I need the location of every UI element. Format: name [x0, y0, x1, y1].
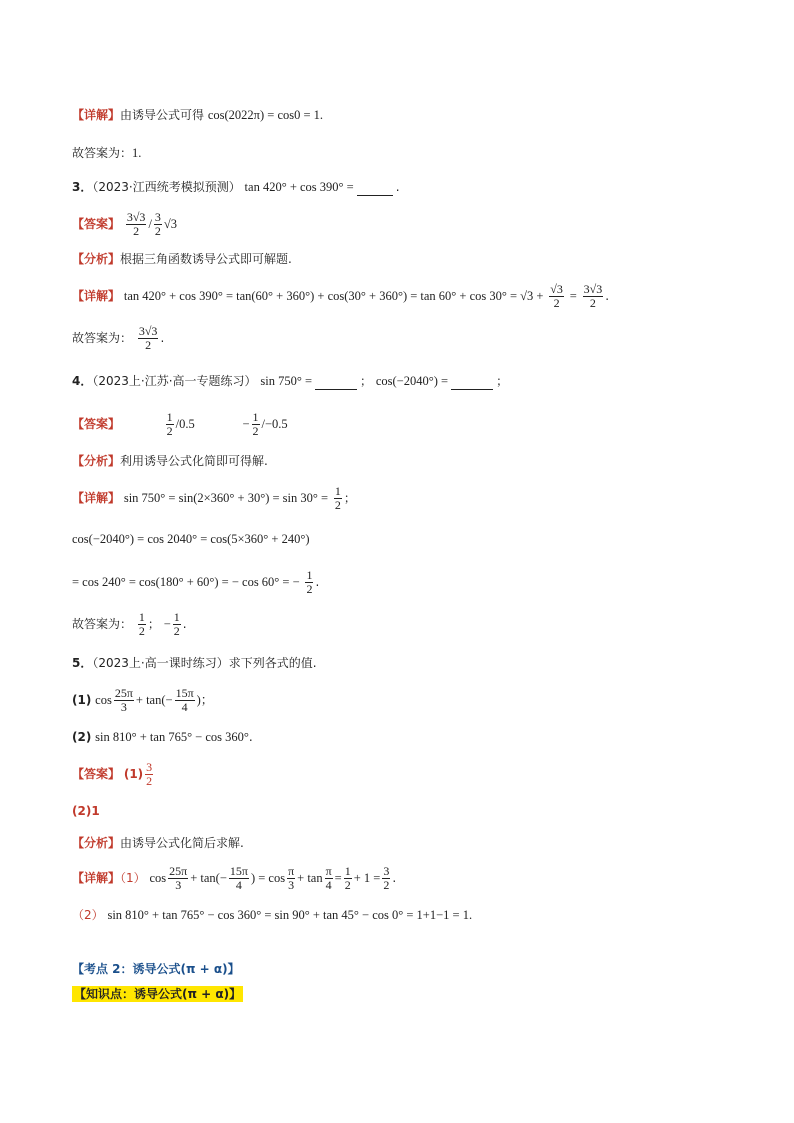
detail-line-1: 【详解】由诱导公式可得 cos(2022π) = cos0 = 1.	[72, 108, 324, 122]
question-4: 4．（2023上·江苏·高一专题练习） sin 750° = ； cos(−2040°) = ；	[72, 374, 509, 388]
q4-final-answer: 故答案为： $\frac{1}{2}$ ； − $\frac{1}{2}$ .	[72, 610, 187, 638]
q5-answer-2: (2)1	[72, 804, 100, 818]
q3-final-answer: 故答案为： $\frac{3√3}{2}$ .	[72, 324, 165, 352]
question-3: 3．（2023·江西统考模拟预测） tan 420° + cos 390° = .	[72, 180, 400, 194]
q3-detail: 【详解】 tan 420° + cos 390° = tan(60° + 360°) + cos(30° + 360°) = tan 60° + cos 30° = √3 + $\frac{√3}{2}$ = $\frac{3√3}{2}$ .	[72, 282, 610, 310]
answer-line-1: 故答案为：1.	[72, 146, 142, 160]
q5-answer-1: 【答案】 (1) $\frac{3}{2}$	[72, 760, 153, 788]
kaodian-heading: 【考点 2：诱导公式(π + α)】	[72, 962, 240, 976]
zhishidian-heading: 【知识点：诱导公式(π + α)】	[74, 987, 242, 1001]
q4-detail-1: 【详解】 sin 750° = sin(2×360° + 30°) = sin 30° = $\frac{1}{2}$ ；	[72, 484, 356, 512]
q5-detail-1: 【详解】（1） cos $\frac{25\pi}{3}$ + tan(− $\frac{15\pi}{4}$ ) = cos $\frac{\pi}{3}$ + tan $\frac{\pi}{4}$ = $\frac{1}{2}$ + 1 = $\frac{3}{2}$ .	[72, 864, 397, 892]
question-5: 5．（2023上·高一课时练习）求下列各式的值.	[72, 656, 317, 670]
answer-blank	[357, 183, 393, 196]
q4-detail-2: cos(−2040°) = cos 2040° = cos(5×360° + 240°)	[72, 532, 310, 546]
q5-part-2: (2) sin 810° + tan 765° − cos 360°.	[72, 730, 253, 744]
q4-detail-3: = cos 240° = cos(180° + 60°) = − cos 60° = − $\frac{1}{2}$ .	[72, 568, 320, 596]
answer-blank-2	[451, 377, 493, 390]
q5-part-1: (1) cos $\frac{25\pi}{3}$ + tan(− $\frac{15\pi}{4}$ )；	[72, 686, 214, 714]
q3-answer: 【答案】 $\frac{3√3}{2}$ / $\frac{3}{2}$ √3	[72, 210, 178, 238]
q3-analysis: 【分析】根据三角函数诱导公式即可解题.	[72, 252, 292, 266]
q4-analysis: 【分析】利用诱导公式化简即可得解.	[72, 454, 268, 468]
q5-detail-2: （2） sin 810° + tan 765° − cos 360° = sin 90° + tan 45° − cos 0° = 1+1−1 = 1.	[72, 908, 473, 922]
q5-analysis: 【分析】由诱导公式化简后求解.	[72, 836, 244, 850]
answer-blank-1	[315, 377, 357, 390]
q4-answer: 【答案】 $\frac{1}{2}$ /0.5 − $\frac{1}{2}$ /−0.5	[72, 410, 288, 438]
